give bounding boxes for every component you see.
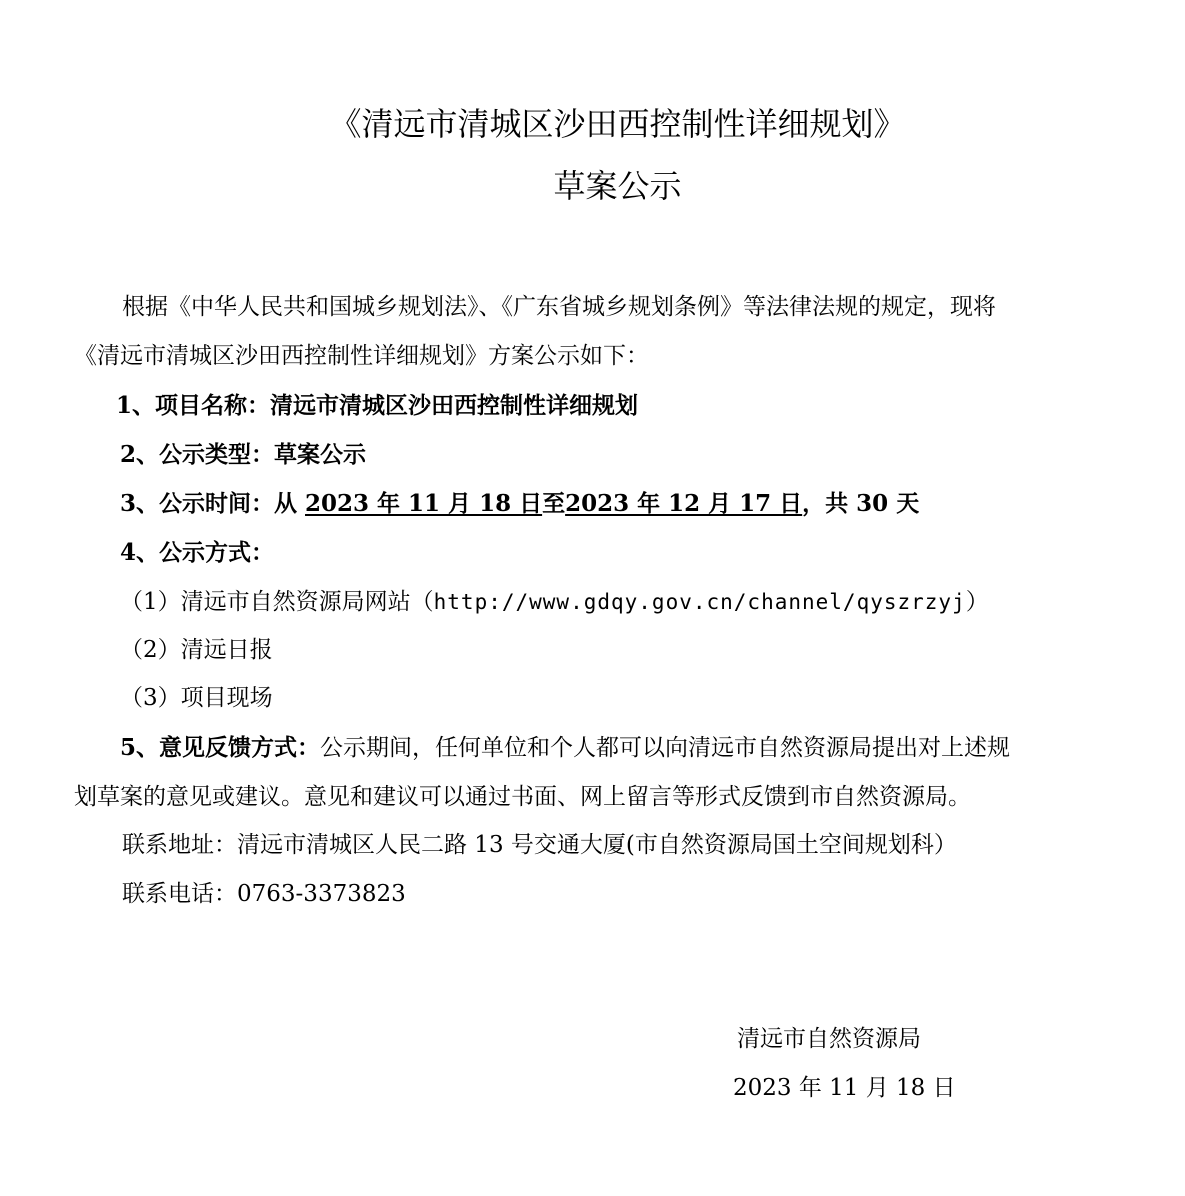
item-time: [120, 489, 919, 519]
project-name-label: 1、项目名称：: [116, 392, 271, 419]
method-2: （2）清远日报: [120, 637, 273, 663]
document-title: 《清远市清城区沙田西控制性详细规划》: [329, 105, 906, 143]
time-start: 2023 年 11 月 18 日: [305, 490, 543, 517]
method-3: （3）项目现场: [120, 685, 273, 711]
type-label: 2、公示类型：: [120, 441, 275, 468]
feedback-line-1: 公示期间，任何单位和个人都可以向清远市自然资源局提出对上述规: [320, 735, 1011, 761]
signature-date: 2023 年 11 月 18 日: [733, 1075, 956, 1101]
time-label: 3、公示时间：从: [120, 490, 306, 517]
project-name-value: 清远市清城区沙田西控制性详细规划: [270, 392, 639, 419]
time-to: 至: [542, 490, 566, 517]
method-1-prefix: （1）清远市自然资源局网站（: [120, 589, 434, 615]
contact-phone: 联系电话：0763-3373823: [122, 881, 406, 907]
feedback-line-2: 划草案的意见或建议。意见和建议可以通过书面、网上留言等形式反馈到市自然资源局。: [74, 784, 971, 810]
intro-line-2: 《清远市清城区沙田西控制性详细规划》方案公示如下：: [74, 343, 649, 369]
signature-org: 清远市自然资源局: [737, 1026, 921, 1052]
time-total: ，共 30 天: [802, 490, 920, 517]
feedback-label: 5、意见反馈方式：: [120, 734, 321, 761]
intro-line-1: 根据《中华人民共和国城乡规划法》、《广东省城乡规划条例》等法律法规的规定，现将: [122, 294, 996, 320]
item-feedback: [120, 733, 1010, 763]
item-type: [120, 440, 366, 470]
method-1-url[interactable]: http://www.gdqy.gov.cn/channel/qyszrzyj: [433, 590, 966, 614]
item-method-label: 4、公示方式：: [120, 539, 275, 566]
time-end: 2023 年 12 月 17 日: [565, 490, 803, 517]
contact-address: 联系地址：清远市清城区人民二路 13 号交通大厦(市自然资源局国土空间规划科）: [122, 832, 957, 858]
method-1-suffix: ）: [965, 589, 989, 615]
item-project-name: [116, 391, 638, 421]
document-subtitle: 草案公示: [553, 167, 682, 205]
method-1: [120, 587, 989, 617]
type-value: 草案公示: [274, 441, 367, 468]
